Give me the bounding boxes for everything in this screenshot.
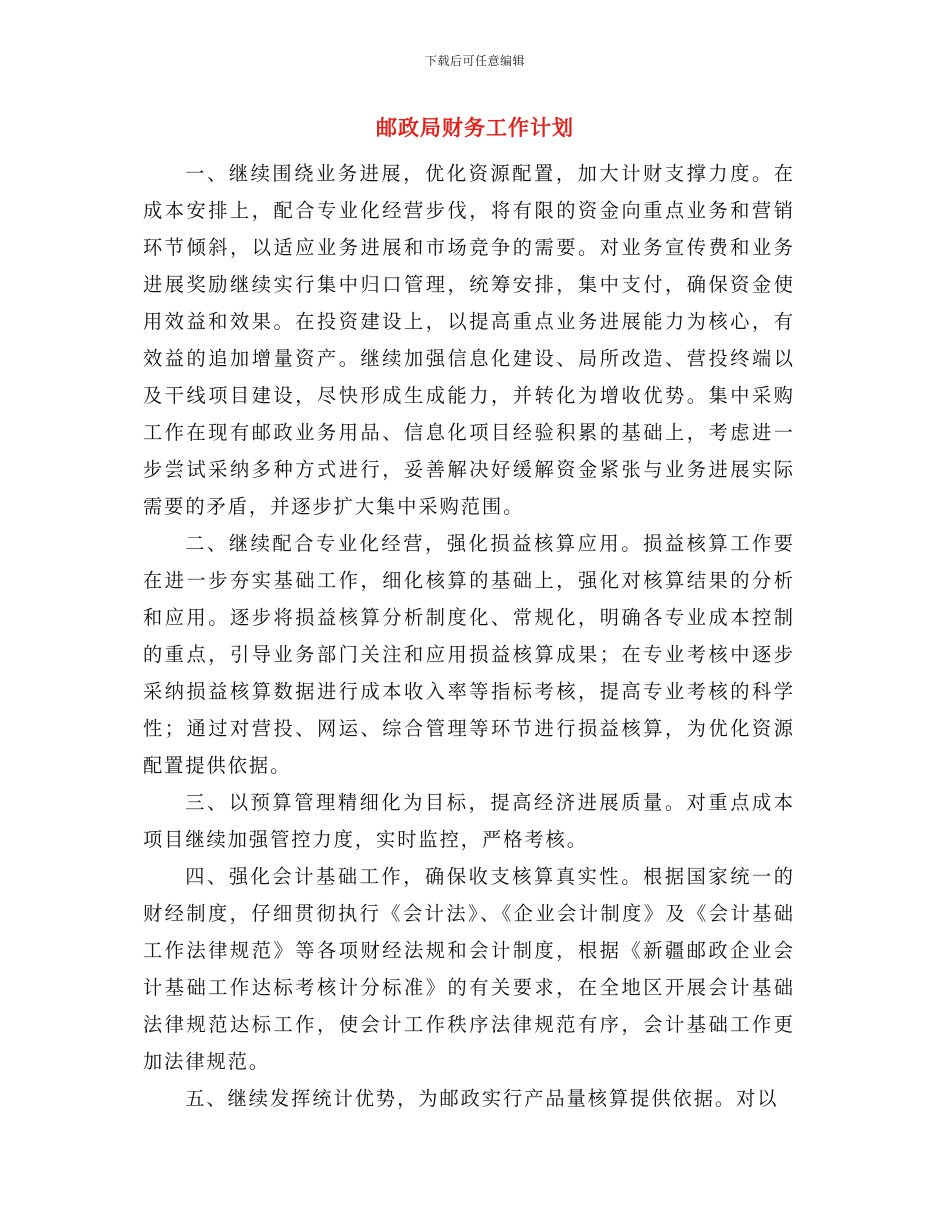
paragraph-4: 四、强化会计基础工作，确保收支核算真实性。根据国家统一的财经制度，仔细贯彻执行《会计法》、《企业会计制度》及《会计基础工作法律规范》等各项财经法规和会计制度，根据《新疆邮政企业会计基础工作达标考核计分标准》的有关要求，在全地区开展会计基础法律规范达标工作，使会计工作秩序法律规范有序，会计基础工作更加法律规范。 [143, 865, 795, 1073]
paragraph-2: 二、继续配合专业化经营，强化损益核算应用。损益核算工作要在进一步夯实基础工作，细化核算的基础上，强化对核算结果的分析和应用。逐步将损益核算分析制度化、常规化，明确各专业成本控制的重点，引导业务部门关注和应用损益核算成果；在专业考核中逐步采纳损益核算数据进行成本收入率等指标考核，提高专业考核的科学性；通过对营投、网运、综合管理等环节进行损益核算，为优化资源配置提供依据。 [143, 532, 795, 777]
paragraph-5: 五、继续发挥统计优势，为邮政实行产品量核算提供依据。对以 [185, 1087, 779, 1110]
document-body [143, 155, 795, 1117]
header-note: 下载后可任意编辑 [424, 54, 525, 68]
document-title: 邮政局财务工作计划 [376, 115, 574, 140]
paragraph-1: 一、继续围绕业务进展，优化资源配置，加大计财支撑力度。在成本安排上，配合专业化经营步伐，将有限的资金向重点业务和营销环节倾斜，以适应业务进展和市场竞争的需要。对业务宣传费和业务进展奖励继续实行集中归口管理，统筹安排，集中支付，确保资金使用效益和效果。在投资建设上，以提高重点业务进展能力为核心，有效益的追加增量资产。继续加强信息化建设、局所改造、营投终端以及干线项目建设，尽快形成生成能力，并转化为增收优势。集中采购工作在现有邮政业务用品、信息化项目经验积累的基础上，考虑进一步尝试采纳多种方式进行，妥善解决好缓解资金紧张与业务进展实际需要的矛盾，并逐步扩大集中采购范围。 [143, 162, 795, 518]
paragraph-3: 三、以预算管理精细化为目标，提高经济进展质量。对重点成本项目继续加强管控力度，实时监控，严格考核。 [143, 791, 795, 851]
